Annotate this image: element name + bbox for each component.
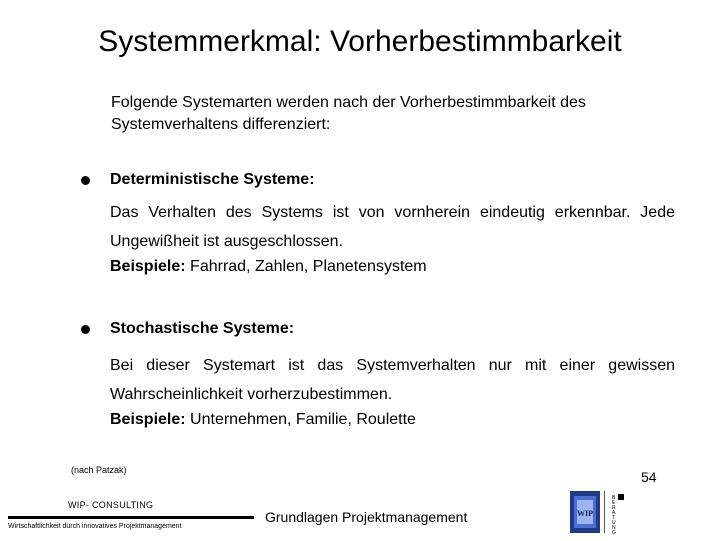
svg-text:A: A: [612, 510, 616, 516]
source-note: (nach Patzak): [71, 465, 127, 475]
svg-text:G: G: [612, 530, 616, 536]
svg-text:T: T: [612, 515, 616, 521]
page-number: 54: [641, 469, 657, 485]
svg-text:B: B: [612, 495, 616, 501]
svg-text:R: R: [612, 505, 616, 511]
examples-text: Unternehmen, Familie, Roulette: [190, 411, 416, 428]
footer-divider: [8, 516, 254, 519]
examples-label: Beispiele:: [110, 258, 186, 275]
svg-text:WIP: WIP: [577, 509, 593, 518]
intro-text: Folgende Systemarten werden nach der Vorherbestimmbarkeit des Systemverhaltens differenziert:: [111, 94, 586, 133]
section-description-deterministic: Das Verhalten des Systems ist von vornherein eindeutig erkennbar. Jede Ungewißheit ist ausgeschlossen.: [110, 204, 675, 250]
svg-text:U: U: [612, 520, 616, 526]
wip-logo: [568, 488, 640, 541]
bullet-icon: [81, 176, 90, 185]
svg-text:E: E: [612, 500, 616, 506]
bullet-icon: [81, 325, 90, 334]
section-description-stochastic: Bei dieser Systemart ist das Systemverhalten nur mit einer gewissen Wahrscheinlichkeit vorherzubestimmen.: [110, 357, 675, 403]
section-heading-deterministic: Deterministische Systeme:: [110, 171, 315, 188]
course-title: Grundlagen Projektmanagement: [265, 509, 468, 525]
examples-text: Fahrrad, Zahlen, Planetensystem: [190, 258, 427, 275]
company-tagline: Wirtschaftlichkeit durch innovatives Projektmanagement: [8, 523, 182, 530]
section-examples-stochastic: [110, 409, 416, 431]
company-name: WIP- CONSULTING: [68, 500, 154, 510]
svg-text:N: N: [612, 525, 616, 531]
section-heading-stochastic: Stochastische Systeme:: [110, 320, 295, 337]
section-examples-deterministic: [110, 256, 427, 278]
examples-label: Beispiele:: [110, 411, 186, 428]
slide-title: Systemmerkmal: Vorherbestimmbarkeit: [98, 25, 622, 58]
